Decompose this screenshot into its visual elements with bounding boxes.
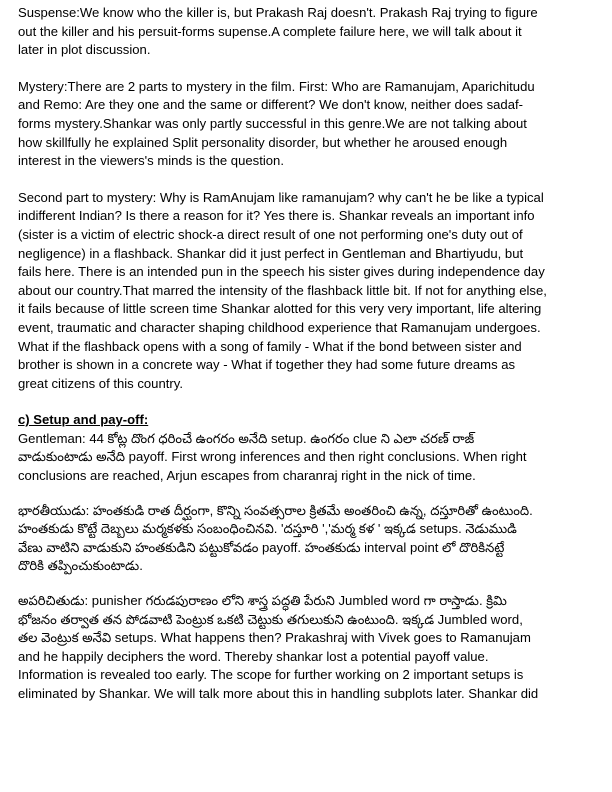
suspense-paragraph [18,4,594,60]
section-heading: c) Setup and pay-off: [18,412,149,428]
text-line: హంతకుడు కొట్టే దెబ్బలు మర్మకళకు సంబంధించినవి. 'దస్తూరి ','మర్మ కళ ' ఇక్కడ setups. నెడుముడి [18,521,517,537]
text-line: out the killer and his persuit-forms supense.A complete failure here, we will talk about it [18,23,522,39]
text-line: వేణు వాటిని వాడుకుని హంతకుడిని పట్టుకోవడం payoff. హంతకుడు interval point లో దొరికినట్టే [18,539,505,555]
text-line: forms mystery.Shankar was only partly successful in this genre.We are not talking about [18,115,527,131]
text-line: eliminated by Shankar. We will talk more about this in handling subplots later. Shankar did [18,686,539,701]
text-line: Second part to mystery: Why is RamAnujam like ramanujam? why can't he be like a typical [18,189,544,205]
text-line: భారతీయుడు: హంతకుడి రాత దీర్ఘంగా, కొన్ని సంవత్సరాల క్రితమే అంతరించి ఉన్న, దస్తూరితో ఉంటుంది. [18,502,533,518]
text-line: later in plot discussion. [18,42,151,58]
setup-payoff-section [18,411,594,485]
text-line: భోజనం తర్వాత తన పోడవాటి పెంట్రుక ఒకటి చెట్టుకు తగులుకుని ఉంటుంది. ఇక్కడ Jumbled word, [18,611,523,627]
text-line: negligence) in a flashback. Shankar did it just perfect in Gentleman and Bhartiyudu, but [18,245,524,261]
text-line: it fails because of little screen time Shankar alotted for this very very important, life altering [18,301,542,317]
text-line: indifferent Indian? Is there a reason for it? Yes there is. Shankar reveals an important info [18,208,535,224]
text-line: about our country.That marred the intensity of the flashback little bit. If not for anything else, [18,282,547,298]
text-line: interest in the viewers's minds is the question. [18,153,284,169]
text-line: and he happily deciphers the word. Thereby shankar lost a potential payoff value. [18,648,489,664]
bharatiyudu-paragraph [18,502,594,576]
text-line: (sister is a victim of electric shock-a direct result of one not performing one's duty out of [18,226,523,242]
text-line: Information is revealed too early. The scope for further working on 2 important setups is [18,667,524,683]
text-line: brother is shown in a concrete way - What if together they had some future dreams as [18,357,516,373]
text-line: conclusions are reached, Arjun escapes from charanraj right in the nick of time. [18,468,476,484]
text-line: తల వెంట్రుక అనేవి setups. What happens then? Prakashraj with Vivek goes to Ramanujam [18,630,531,646]
second-mystery-paragraph [18,189,594,394]
text-line: fails here. There is an intended pun in the speech his sister gives during independence day [18,264,545,280]
text-line: how skillfully he explained Split personality disorder, but whether he aroused enough [18,134,508,150]
text-line: and Remo: Are they one and the same or different? We don't know, neither does sadaf- [18,97,523,113]
text-line: Mystery:There are 2 parts to mystery in the film. First: Who are Ramanujam, Aparichitudu [18,78,535,94]
text-line: దొరికి తప్పించుకుంటాడు. [18,558,143,574]
aparichitudu-paragraph [18,592,594,704]
text-line: అపరిచితుడు: punisher గరుడపురాణం లోని శాస్త్ర పద్ధతి పేరుని Jumbled word గా రాస్తాడు. క్రిమి [18,593,507,609]
text-line: వాడుకుంటాడు అనేది payoff. First wrong inferences and then right conclusions. When right [18,449,527,465]
text-line: event, traumatic and character shaping childhood experience that Ramanujam undergoes. [18,319,541,335]
mystery-paragraph [18,78,594,171]
text-line: What if the flashback opens with a song of family - What if the bond between sister and [18,338,522,354]
text-line: great citizens of this country. [18,375,183,391]
text-line: Suspense:We know who the killer is, but Prakash Raj doesn't. Prakash Raj trying to figure [18,5,538,20]
text-line: Gentleman: 44 కోట్ల దొంగ ధరించే ఉంగరం అనేది setup. ఉంగరం clue ని ఎలా చరణ్ రాజ్ [18,430,475,446]
